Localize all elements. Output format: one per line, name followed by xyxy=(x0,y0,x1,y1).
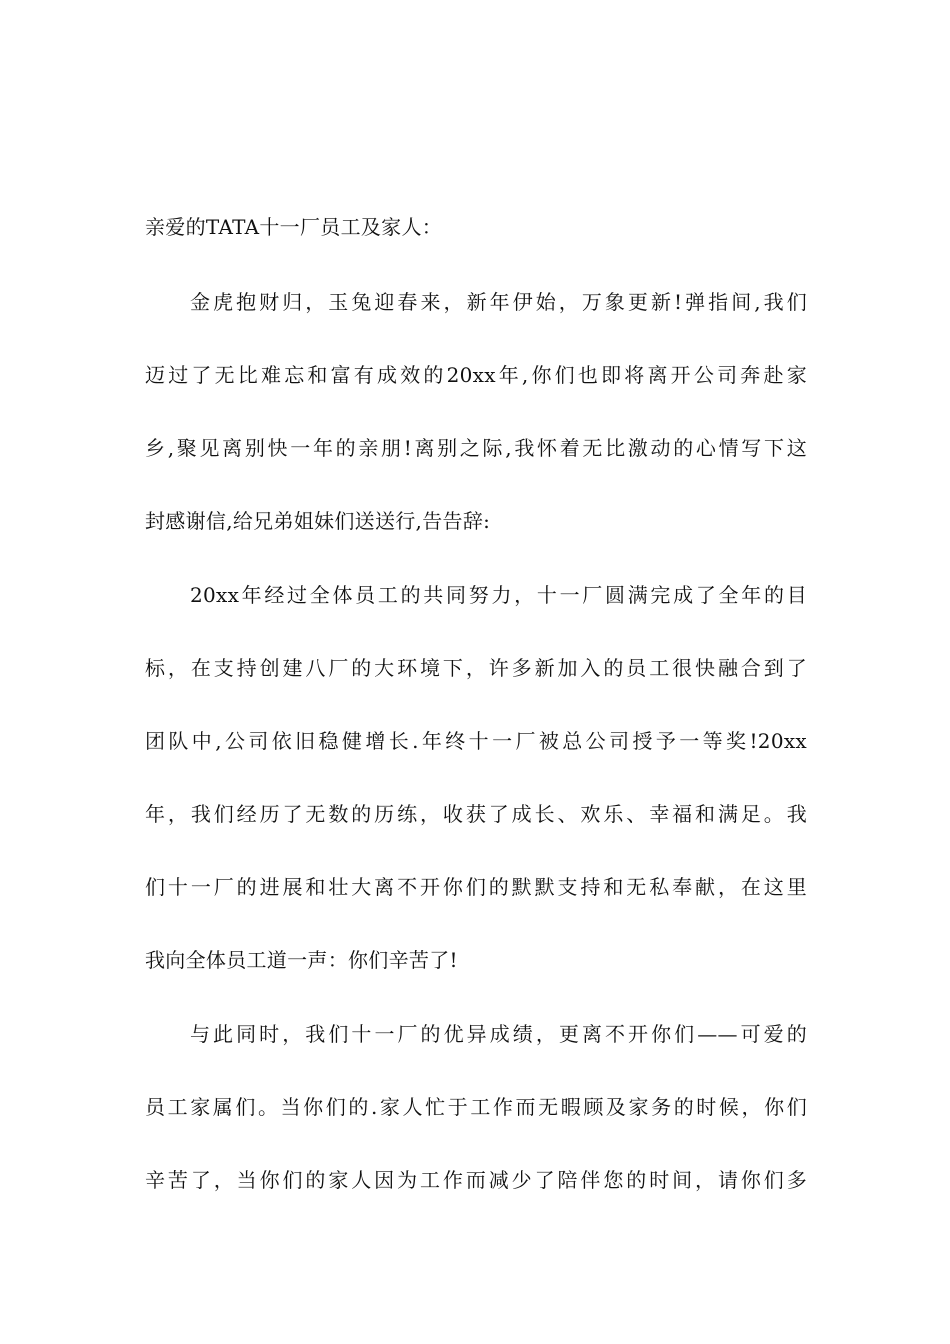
paragraph-2-line-2: 标，在支持创建八厂的大环境下，许多新加入的员工很快融合到了 xyxy=(145,656,807,680)
paragraph-1-line-3: 乡,聚见离别快一年的亲朋!离别之际,我怀着无比激动的心情写下这 xyxy=(145,436,807,460)
paragraph-1-line-2: 迈过了无比难忘和富有成效的20xx年,你们也即将离开公司奔赴家 xyxy=(145,363,807,387)
letter-greeting: 亲爱的TATA十一厂员工及家人： xyxy=(145,215,443,239)
paragraph-3-line-2: 员工家属们。当你们的.家人忙于工作而无暇顾及家务的时候，你们 xyxy=(145,1095,807,1119)
paragraph-2-line-5: 们十一厂的进展和壮大离不开你们的默默支持和无私奉献，在这里 xyxy=(145,875,807,899)
paragraph-2-line-1: 20xx年经过全体员工的共同努力，十一厂圆满完成了全年的目 xyxy=(190,583,807,607)
paragraph-2-line-6: 我向全体员工道一声：你们辛苦了! xyxy=(145,948,458,972)
paragraph-2-line-3: 团队中,公司依旧稳健增长.年终十一厂被总公司授予一等奖!20xx xyxy=(145,729,807,753)
paragraph-3-line-3: 辛苦了，当你们的家人因为工作而减少了陪伴您的时间，请你们多 xyxy=(145,1168,807,1192)
paragraph-1-line-4: 封感谢信,给兄弟姐妹们送送行,告告辞: xyxy=(145,509,491,533)
paragraph-2-line-4: 年，我们经历了无数的历练，收获了成长、欢乐、幸福和满足。我 xyxy=(145,802,807,826)
paragraph-1-line-1: 金虎抱财归，玉兔迎春来，新年伊始，万象更新!弹指间,我们 xyxy=(190,290,807,314)
paragraph-3-line-1: 与此同时，我们十一厂的优异成绩，更离不开你们——可爱的 xyxy=(190,1022,807,1046)
